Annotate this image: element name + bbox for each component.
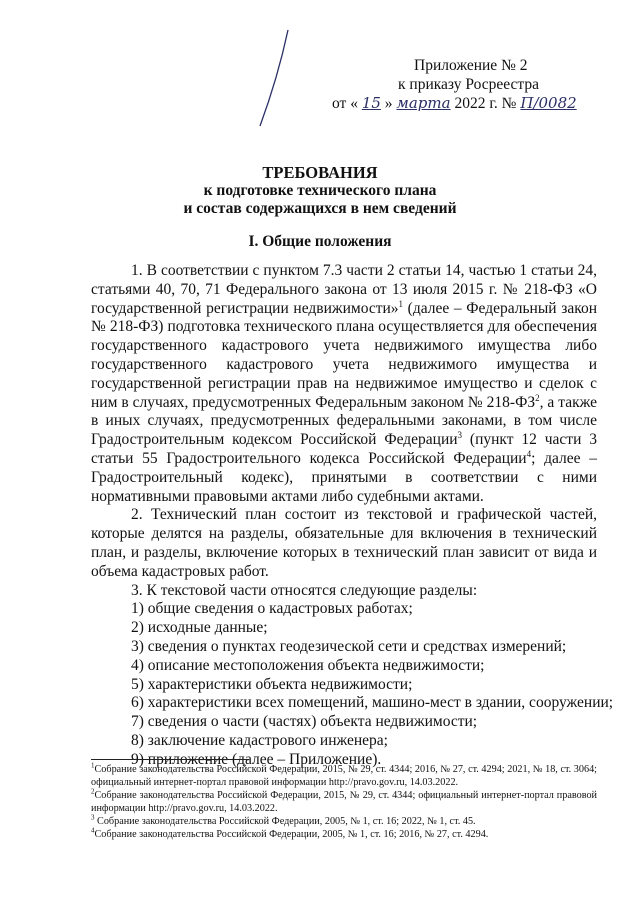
paragraph-3: 3. К текстовой части относятся следующие разделы: bbox=[131, 581, 478, 599]
p1-text-b: (далее – Федеральный закон № 218-ФЗ) подготовка технического плана осуществляется для обеспечения государственного кадастрового учета недвижимого имущества либо государственного кадастрового учета недвижимого имущества и государственной регистрации прав на недвижимое имущество и сделок с ним в случаях, предусмотренных Федеральным законом № 218-ФЗ bbox=[91, 299, 597, 411]
appendix-header bbox=[330, 56, 630, 113]
list-item: 2) исходные данные; bbox=[131, 619, 268, 637]
order-number: П/0082 bbox=[520, 94, 577, 112]
document-title: ТРЕБОВАНИЯ bbox=[262, 163, 378, 182]
list-item: 7) сведения о части (частях) объекта недвижимости; bbox=[131, 713, 478, 731]
footnote-number: 4 bbox=[91, 826, 95, 835]
footnote-ref-3: 3 bbox=[457, 430, 463, 441]
p1-text-d: (пункт 12 части 3 статьи 55 Градостроительного кодекса Российской Федерации bbox=[91, 431, 597, 467]
list-item: 9) приложение (далее – Приложение). bbox=[131, 750, 382, 768]
footnote-text: Собрание законодательства Российской Федерации, 2005, № 1, ст. 16; 2016, № 27, ст. 4294. bbox=[94, 829, 489, 840]
paragraph-2: 2. Технический план состоит из текстовой и графической частей, которые делятся на разделы, обязательные для включения в технический план, и разделы, включение которых в технический план зависит от вида и объема кадастровых работ. bbox=[91, 506, 597, 580]
footnote-text: Собрание законодательства Российской Федерации, 2015, № 29, ст. 4344; официальный интернет-портал правовой информации http://pravo.gov.ru, 14.03.2022. bbox=[91, 790, 597, 814]
appendix-title: Приложение № 2 bbox=[414, 57, 528, 74]
document-body bbox=[91, 262, 614, 770]
footnote bbox=[91, 815, 597, 828]
paragraph-1 bbox=[91, 262, 597, 506]
footnote bbox=[91, 763, 597, 789]
footnote-text: Собрание законодательства Российской Федерации, 2015, № 29, ст. 4344; 2016, № 27, ст. 4294; 2021, № 18, ст. 3064; официальный интернет-портал правовой информации http://pravo.gov.ru, 14.03.2022. bbox=[91, 764, 597, 788]
p1-text-c: , а также в иных случаях, предусмотренных федеральными законами, в том числе Градостроительным кодексом Российской Федерации bbox=[91, 393, 597, 449]
date-day: 15 bbox=[361, 94, 381, 112]
footnote-number: 2 bbox=[91, 787, 95, 796]
list-item: 6) характеристики всех помещений, машино-мест в здании, сооружении; bbox=[131, 694, 614, 712]
footnote-ref-1: 1 bbox=[398, 298, 404, 309]
footnote bbox=[91, 828, 597, 841]
list-item: 5) характеристики объекта недвижимости; bbox=[131, 675, 413, 693]
footnote-number: 3 bbox=[91, 813, 95, 822]
p1-text-e: ; далее – Градостроительный кодекс), принятыми в соответствии с ними нормативными правовыми актами либо судебными актами. bbox=[91, 449, 598, 505]
list-item: 8) заключение кадастрового инженера; bbox=[131, 731, 388, 749]
date-year: 2022 г. № bbox=[454, 95, 517, 112]
p1-text-a: 1. В соответствии с пунктом 7.3 части 2 статьи 14, частью 1 статьи 24, статьями 40, 70, 71 Федерального закона от 13 июля 2015 г. № 218-ФЗ «О государственной регистрации недвижимости» bbox=[91, 262, 597, 317]
footnote-number: 1 bbox=[91, 761, 95, 770]
section-heading: I. Общие положения bbox=[248, 233, 392, 250]
footnote-ref-4: 4 bbox=[526, 448, 532, 459]
footnote bbox=[91, 789, 597, 815]
footnotes bbox=[91, 763, 597, 841]
document-subtitle-1: к подготовке технического плана bbox=[203, 182, 437, 199]
appendix-order-ref: к приказу Росреестра bbox=[398, 76, 539, 93]
date-month: марта bbox=[396, 94, 451, 112]
list-item: 1) общие сведения о кадастровых работах; bbox=[131, 600, 413, 618]
footnote-divider bbox=[91, 759, 249, 760]
date-mid: » bbox=[384, 95, 393, 112]
footnote-text: Собрание законодательства Российской Федерации, 2005, № 1, ст. 16; 2022, № 1, ст. 45. bbox=[94, 816, 476, 827]
date-prefix: от « bbox=[332, 95, 358, 112]
footnote-ref-2: 2 bbox=[535, 392, 540, 403]
list-item: 3) сведения о пунктах геодезической сети и средствах измерений; bbox=[131, 637, 567, 655]
signature-fragment bbox=[238, 28, 298, 128]
list-item: 4) описание местоположения объекта недвижимости; bbox=[131, 656, 485, 674]
appendix-date-line bbox=[330, 94, 630, 113]
document-subtitle-2: и состав содержащихся в нем сведений bbox=[183, 200, 457, 217]
